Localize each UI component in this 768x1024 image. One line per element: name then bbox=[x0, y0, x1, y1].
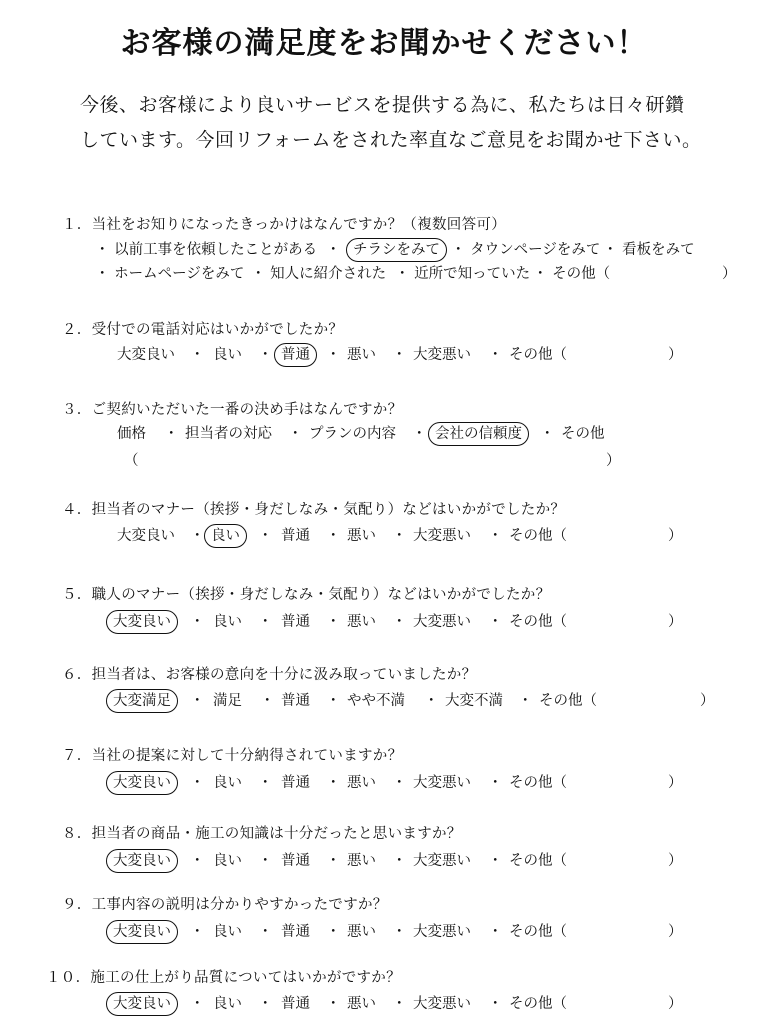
separator: ・ bbox=[392, 347, 407, 363]
page-title: お客様の満足度をお聞かせください！ bbox=[120, 26, 648, 61]
q4-option-good[interactable]: 良い bbox=[204, 524, 247, 548]
separator: ・ bbox=[488, 347, 503, 363]
q10-option-very-bad[interactable]: 大変悪い bbox=[413, 996, 471, 1012]
q8-option-very-good[interactable]: 大変良い bbox=[106, 849, 178, 873]
q10-option-very-good[interactable]: 大変良い bbox=[106, 992, 178, 1016]
q5-option-very-bad[interactable]: 大変悪い bbox=[413, 614, 471, 630]
q6-other-close: ） bbox=[700, 693, 715, 709]
q2-option-very-good[interactable]: 大変良い bbox=[117, 347, 175, 363]
q9-options bbox=[0, 920, 768, 944]
q10-option-average[interactable]: 普通 bbox=[281, 996, 310, 1012]
q2-option-bad[interactable]: 悪い bbox=[347, 347, 376, 363]
q8-option-good[interactable]: 良い bbox=[213, 853, 242, 869]
separator: ・ bbox=[424, 693, 439, 709]
q3-other-close: ） bbox=[606, 453, 621, 469]
q1-option-townpage[interactable]: ・ タウンページをみて bbox=[451, 242, 601, 258]
separator: ・ bbox=[258, 924, 273, 940]
separator: ・ bbox=[258, 996, 273, 1012]
q2-options bbox=[0, 343, 768, 367]
q6-option-very-dissatisfied[interactable]: 大変不満 bbox=[445, 693, 503, 709]
separator: ・ bbox=[190, 347, 205, 363]
separator: ・ bbox=[488, 775, 503, 791]
q2-other-close: ） bbox=[668, 347, 683, 363]
q9-option-average[interactable]: 普通 bbox=[281, 924, 310, 940]
q10-option-good[interactable]: 良い bbox=[213, 996, 242, 1012]
question-6: ６．担当者は、お客様の意向を十分に汲み取っていましたか？ bbox=[62, 667, 477, 683]
separator: ・ bbox=[258, 528, 273, 544]
q6-option-average[interactable]: 普通 bbox=[281, 693, 310, 709]
separator: ・ bbox=[326, 996, 341, 1012]
q1-option-signboard[interactable]: ・ 看板をみて bbox=[603, 242, 695, 258]
q5-option-good[interactable]: 良い bbox=[213, 614, 242, 630]
q8-option-bad[interactable]: 悪い bbox=[347, 853, 376, 869]
separator: ・ bbox=[326, 347, 341, 363]
separator: ・ bbox=[164, 426, 179, 442]
q9-option-other[interactable]: その他（ bbox=[509, 924, 567, 940]
q8-option-average[interactable]: 普通 bbox=[281, 853, 310, 869]
q1-option-neighborhood[interactable]: ・ 近所で知っていた bbox=[395, 266, 531, 282]
separator: ・ bbox=[190, 614, 205, 630]
question-8: ８．担当者の商品・施工の知識は十分だったと思いますか？ bbox=[62, 826, 462, 842]
separator: ・ bbox=[260, 693, 275, 709]
separator: ・ bbox=[326, 693, 341, 709]
separator: ・ bbox=[488, 996, 503, 1012]
q8-other-close: ） bbox=[668, 853, 683, 869]
q4-other-close: ） bbox=[668, 528, 683, 544]
q6-option-slightly-dissatisfied[interactable]: やや不満 bbox=[347, 693, 405, 709]
q1-option-homepage[interactable]: ・ ホームページをみて bbox=[95, 266, 245, 282]
question-10: １０．施工の仕上がり品質についてはいかがですか？ bbox=[46, 970, 401, 986]
q8-option-very-bad[interactable]: 大変悪い bbox=[413, 853, 471, 869]
q7-option-other[interactable]: その他（ bbox=[509, 775, 567, 791]
q1-option-previous-work[interactable]: ・ 以前工事を依頼したことがある bbox=[95, 242, 318, 258]
separator: ・ bbox=[288, 426, 303, 442]
separator: ・ bbox=[326, 924, 341, 940]
question-3: ３．ご契約いただいた一番の決め手はなんですか？ bbox=[62, 402, 403, 418]
q1-other-close: ） bbox=[722, 266, 737, 282]
q1-option-referral[interactable]: ・ 知人に紹介された bbox=[251, 266, 387, 282]
q10-option-bad[interactable]: 悪い bbox=[347, 996, 376, 1012]
q7-option-very-good[interactable]: 大変良い bbox=[106, 771, 178, 795]
q2-option-average[interactable]: 普通 bbox=[274, 343, 317, 367]
q2-option-very-bad[interactable]: 大変悪い bbox=[413, 347, 471, 363]
separator: ・ bbox=[392, 924, 407, 940]
q10-other-close: ） bbox=[668, 996, 683, 1012]
separator: ・ bbox=[326, 614, 341, 630]
intro-line-2: しています。今回リフォームをされた率直なご意見をお聞かせ下さい。 bbox=[80, 129, 702, 151]
q5-option-bad[interactable]: 悪い bbox=[347, 614, 376, 630]
question-9: ９．工事内容の説明は分かりやすかったですか？ bbox=[62, 897, 388, 913]
separator: ・ bbox=[258, 853, 273, 869]
q7-option-good[interactable]: 良い bbox=[213, 775, 242, 791]
q6-option-very-satisfied[interactable]: 大変満足 bbox=[106, 689, 178, 713]
separator: ・ bbox=[392, 853, 407, 869]
q3-option-plan[interactable]: プランの内容 bbox=[309, 426, 396, 442]
q4-option-average[interactable]: 普通 bbox=[281, 528, 310, 544]
separator: ・ bbox=[488, 528, 503, 544]
q7-option-bad[interactable]: 悪い bbox=[347, 775, 376, 791]
separator: ・ bbox=[488, 924, 503, 940]
separator: ・ bbox=[190, 528, 205, 544]
q6-options bbox=[0, 689, 768, 713]
q1-option-flyer[interactable]: チラシをみて bbox=[346, 238, 447, 262]
q2-option-other[interactable]: その他（ bbox=[509, 347, 567, 363]
q9-option-very-bad[interactable]: 大変悪い bbox=[413, 924, 471, 940]
q4-options bbox=[0, 524, 768, 548]
separator: ・ bbox=[392, 614, 407, 630]
question-2: ２．受付での電話対応はいかがでしたか？ bbox=[62, 322, 344, 338]
q2-option-good[interactable]: 良い bbox=[213, 347, 242, 363]
question-5: ５．職人のマナー（挨拶・身だしなみ・気配り）などはいかがでしたか？ bbox=[62, 587, 551, 603]
separator: ・ bbox=[412, 426, 427, 442]
q9-option-very-good[interactable]: 大変良い bbox=[106, 920, 178, 944]
q3-other-row bbox=[0, 449, 768, 473]
intro-line-1: 今後、お客様により良いサービスを提供する為に、私たちは日々研鑽 bbox=[80, 94, 685, 116]
separator: ・ bbox=[326, 775, 341, 791]
separator: ・ bbox=[326, 528, 341, 544]
separator: ・ bbox=[190, 996, 205, 1012]
q7-other-close: ） bbox=[668, 775, 683, 791]
q7-options bbox=[0, 771, 768, 795]
separator: ・ bbox=[540, 426, 555, 442]
q4-option-very-good[interactable]: 大変良い bbox=[117, 528, 175, 544]
q3-options bbox=[0, 422, 768, 446]
separator: ・ bbox=[488, 614, 503, 630]
question-7: ７．当社の提案に対して十分納得されていますか？ bbox=[62, 748, 403, 764]
separator: ・ bbox=[258, 775, 273, 791]
q8-options bbox=[0, 849, 768, 873]
q5-option-other[interactable]: その他（ bbox=[509, 614, 567, 630]
q5-option-very-good[interactable]: 大変良い bbox=[106, 610, 178, 634]
q6-option-other[interactable]: その他（ bbox=[539, 693, 597, 709]
q9-other-close: ） bbox=[668, 924, 683, 940]
q5-option-average[interactable]: 普通 bbox=[281, 614, 310, 630]
q6-option-satisfied[interactable]: 満足 bbox=[213, 693, 242, 709]
separator: ・ bbox=[392, 996, 407, 1012]
q3-option-trust[interactable]: 会社の信頼度 bbox=[428, 422, 529, 446]
q5-other-close: ） bbox=[668, 614, 683, 630]
separator: ・ bbox=[190, 693, 205, 709]
separator: ・ bbox=[190, 853, 205, 869]
q4-option-very-bad[interactable]: 大変悪い bbox=[413, 528, 471, 544]
q4-option-other[interactable]: その他（ bbox=[509, 528, 567, 544]
q7-option-very-bad[interactable]: 大変悪い bbox=[413, 775, 471, 791]
q9-option-bad[interactable]: 悪い bbox=[347, 924, 376, 940]
separator: ・ bbox=[190, 775, 205, 791]
separator: ・ bbox=[190, 924, 205, 940]
q5-options bbox=[0, 610, 768, 634]
q7-option-average[interactable]: 普通 bbox=[281, 775, 310, 791]
q1-options-row-1 bbox=[0, 238, 768, 262]
q3-option-other[interactable]: その他 bbox=[561, 426, 605, 442]
q8-option-other[interactable]: その他（ bbox=[509, 853, 567, 869]
q10-option-other[interactable]: その他（ bbox=[509, 996, 567, 1012]
q3-option-staff[interactable]: 担当者の対応 bbox=[185, 426, 272, 442]
separator: ・ bbox=[488, 853, 503, 869]
question-1: １．当社をお知りになったきっかけはなんですか？（複数回答可） bbox=[62, 217, 506, 233]
separator: ・ bbox=[326, 853, 341, 869]
q10-options bbox=[0, 992, 768, 1016]
separator: ・ bbox=[326, 242, 341, 258]
q1-options-row-2 bbox=[0, 262, 768, 286]
q1-option-other[interactable]: ・ その他（ bbox=[533, 266, 611, 282]
q3-option-price[interactable]: 価格 bbox=[117, 426, 146, 442]
separator: ・ bbox=[392, 775, 407, 791]
separator: ・ bbox=[392, 528, 407, 544]
separator: ・ bbox=[258, 347, 273, 363]
separator: ・ bbox=[258, 614, 273, 630]
q4-option-bad[interactable]: 悪い bbox=[347, 528, 376, 544]
q3-other-open: （ bbox=[124, 453, 139, 469]
question-4: ４．担当者のマナー（挨拶・身だしなみ・気配り）などはいかがでしたか？ bbox=[62, 502, 566, 518]
separator: ・ bbox=[518, 693, 533, 709]
q9-option-good[interactable]: 良い bbox=[213, 924, 242, 940]
